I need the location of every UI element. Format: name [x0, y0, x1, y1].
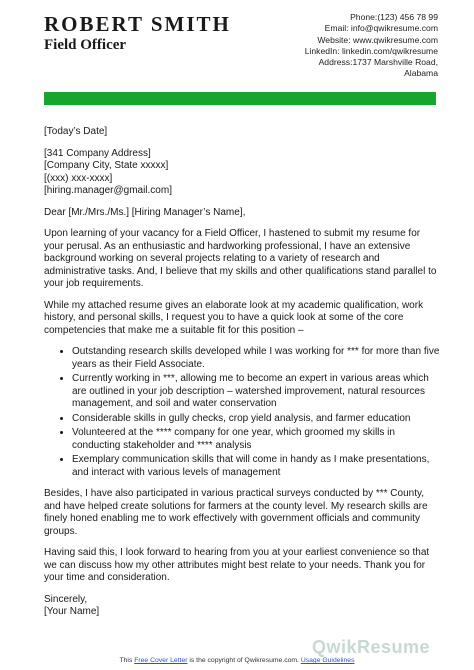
usage-guidelines-link[interactable]: Usage Guidelines [300, 657, 355, 664]
contact-address-line2: Alabama [404, 68, 438, 79]
footer-middle: is the copyright of Qwikresume.com. [187, 657, 301, 664]
list-item: • Currently working in ***, allowing me to become an expert in various areas which are outlined in your job description – watershed improvement, natural resources management, and soil and water conservation [72, 373, 440, 411]
paragraph-competencies: While my attached resume gives an elaborate look at my academic qualification, work history, and personal skills, I request you to have a quick look at some of the core competencies that make me a suitable fit for this position – [44, 299, 424, 336]
contact-linkedin: LinkedIn: linkedin.com/qwikresume [304, 45, 438, 56]
contact-website: Website: www.qwikresume.com [317, 34, 438, 45]
closing-text: Sincerely, [44, 593, 88, 605]
signature-name: [Your Name] [44, 606, 100, 617]
list-item: • Volunteered at the **** company for one year, which groomed my skills in conducting stakeholder and **** analysis [72, 427, 440, 452]
recipient-line: [Company City, State xxxxx] [44, 160, 169, 171]
job-title: Field Officer [44, 37, 127, 53]
list-item: • Exemplary communication skills that will come in handy as I make presentations, and interact with various levels of management [72, 454, 440, 479]
recipient-address [44, 148, 440, 198]
header-divider-bar [44, 92, 436, 105]
letter-body [44, 126, 440, 619]
recipient-line: [hiring.manager@gmail.com] [44, 185, 172, 196]
list-item: • Outstanding research skills developed while I was working for *** for more than five years as their Field Associate. [72, 346, 440, 371]
paragraph-intro: Upon learning of your vacancy for a Field Officer, I hastened to submit my resume for your perusal. As an enthusiastic and hardworking professional, I have an extensive background working on several projects relating to a variety of research and administrative tasks. And, I believe that my skills and other qualifications stand parallel to your job requirements. [44, 228, 437, 289]
footer-prefix: This [119, 657, 135, 664]
paragraph-surveys: Besides, I have also participated in various practical surveys conducted by *** County, and have helped create solutions for farmers at the county level. My research skills are finely honed enabling me to work effectively with government officials and community groups. [44, 488, 428, 537]
salutation: Dear [Mr./Mrs./Ms.] [Hiring Manager’s Name], [44, 206, 246, 218]
applicant-name: ROBERT SMITH [44, 12, 231, 36]
paragraph-closing: Having said this, I look forward to hearing from you at your earliest convenience so that we can discuss how my other attributes might best relate to your needs. Thank you for your time and consideration. [44, 547, 430, 583]
competency-list [44, 346, 440, 479]
recipient-line: [(xxx) xxx-xxxx] [44, 172, 113, 184]
letter-date: [Today’s Date] [44, 126, 108, 137]
contact-block [238, 12, 438, 80]
contact-email: Email: info@qwikresume.com [324, 23, 438, 34]
contact-address-line1: Address:1737 Marshville Road, [318, 57, 438, 68]
free-cover-letter-link[interactable]: Free Cover Letter [134, 657, 188, 664]
signoff [44, 594, 440, 619]
list-item: • Considerable skills in gully checks, crop yield analysis, and farmer education [72, 413, 440, 426]
qwikresume-watermark-logo: QwikResume [311, 637, 430, 657]
copyright-footer [0, 657, 474, 664]
contact-phone: Phone:(123) 456 78 99 [350, 12, 438, 22]
recipient-line: [341 Company Address] [44, 147, 151, 159]
